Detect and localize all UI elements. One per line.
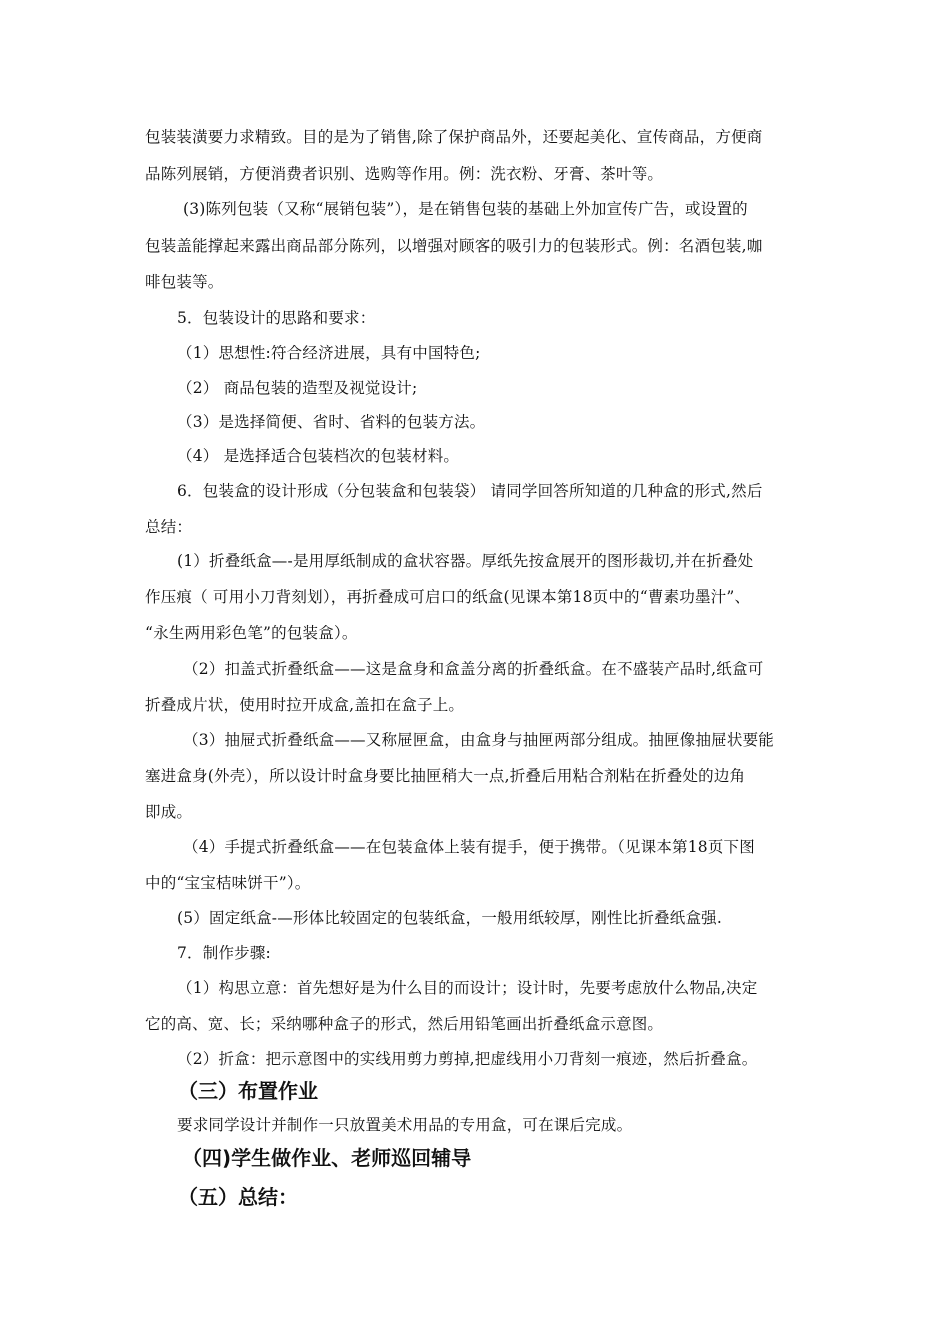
list-item: （2）折盒：把示意图中的实线用剪力剪掉,把虚线用小刀背刻一痕迹，然后折叠盒。 bbox=[177, 1050, 758, 1068]
paragraph-line: 它的高、宽、长；采纳哪种盒子的形式，然后用铅笔画出折叠纸盒示意图。 bbox=[145, 1015, 664, 1033]
list-item: (5）固定纸盒-—形体比较固定的包装纸盒，一般用纸较厚，刚性比折叠纸盒强. bbox=[177, 909, 722, 927]
paragraph-line: 啡包装等。 bbox=[145, 273, 224, 291]
paragraph-line: 品陈列展销，方便消费者识别、选购等作用。例：洗衣粉、牙膏、茶叶等。 bbox=[145, 165, 664, 183]
heading-student-work: （四)学生做作业、老师巡回辅导 bbox=[182, 1146, 472, 1170]
list-item: （4）手提式折叠纸盒——在包装盒体上装有提手，便于携带。（见课本第18页下图 bbox=[183, 838, 755, 856]
paragraph-line: 作压痕（ 可用小刀背刻划），再折叠成可启口的纸盒(见课本第18页中的“曹素功墨汁”、 bbox=[145, 588, 751, 606]
list-item: （1）思想性:符合经济进展，具有中国特色; bbox=[177, 344, 481, 362]
section-heading-5: 5．包装设计的思路和要求： bbox=[177, 309, 376, 327]
paragraph-line: 包装装潢要力求精致。目的是为了销售,除了保护商品外，还要起美化、宣传商品，方便商 bbox=[145, 128, 763, 146]
paragraph-line: 包装盖能撑起来露出商品部分陈列，以增强对顾客的吸引力的包装形式。例：名酒包装,咖 bbox=[145, 237, 763, 255]
paragraph-line: (3)陈列包装（又称“展销包装”），是在销售包装的基础上外加宣传广告，或设置的 bbox=[183, 200, 748, 218]
list-item: （3）是选择简便、省时、省料的包装方法。 bbox=[177, 413, 486, 431]
paragraph-line: 总结： bbox=[145, 518, 193, 536]
list-item: （3）抽屉式折叠纸盒——又称屉匣盒，由盒身与抽匣两部分组成。抽匣像抽屉状要能 bbox=[183, 731, 774, 749]
paragraph-line: 折叠成片状，使用时拉开成盒,盖扣在盒子上。 bbox=[145, 696, 465, 714]
paragraph-line: 中的“宝宝桔味饼干”）。 bbox=[145, 874, 311, 892]
heading-assign-homework: （三）布置作业 bbox=[178, 1079, 318, 1103]
list-item: （2） 商品包装的造型及视觉设计; bbox=[177, 379, 418, 397]
paragraph-line: 即成。 bbox=[145, 803, 193, 821]
paragraph-line: 要求同学设计并制作一只放置美术用品的专用盒，可在课后完成。 bbox=[177, 1116, 633, 1134]
heading-summary: （五）总结： bbox=[178, 1185, 298, 1209]
list-item: （4） 是选择适合包装档次的包装材料。 bbox=[177, 447, 460, 465]
paragraph-line: 塞进盒身(外壳），所以设计时盒身要比抽匣稍大一点,折叠后用粘合剂粘在折叠处的边角 bbox=[145, 767, 746, 785]
paragraph-line: “永生两用彩色笔”的包装盒）。 bbox=[145, 624, 358, 642]
list-item: （1）构思立意：首先想好是为什么目的而设计；设计时，先要考虑放什么物品,决定 bbox=[177, 979, 758, 997]
list-item: （2）扣盖式折叠纸盒——这是盒身和盒盖分离的折叠纸盒。在不盛装产品时,纸盒可 bbox=[183, 660, 764, 678]
section-heading-7: 7．制作步骤: bbox=[177, 944, 271, 962]
section-heading-6: 6．包装盒的设计形成（分包装盒和包装袋） 请同学回答所知道的几种盒的形式,然后 bbox=[177, 482, 763, 500]
list-item: (1）折叠纸盒—-是用厚纸制成的盒状容器。厚纸先按盒展开的图形裁切,并在折叠处 bbox=[177, 552, 754, 570]
